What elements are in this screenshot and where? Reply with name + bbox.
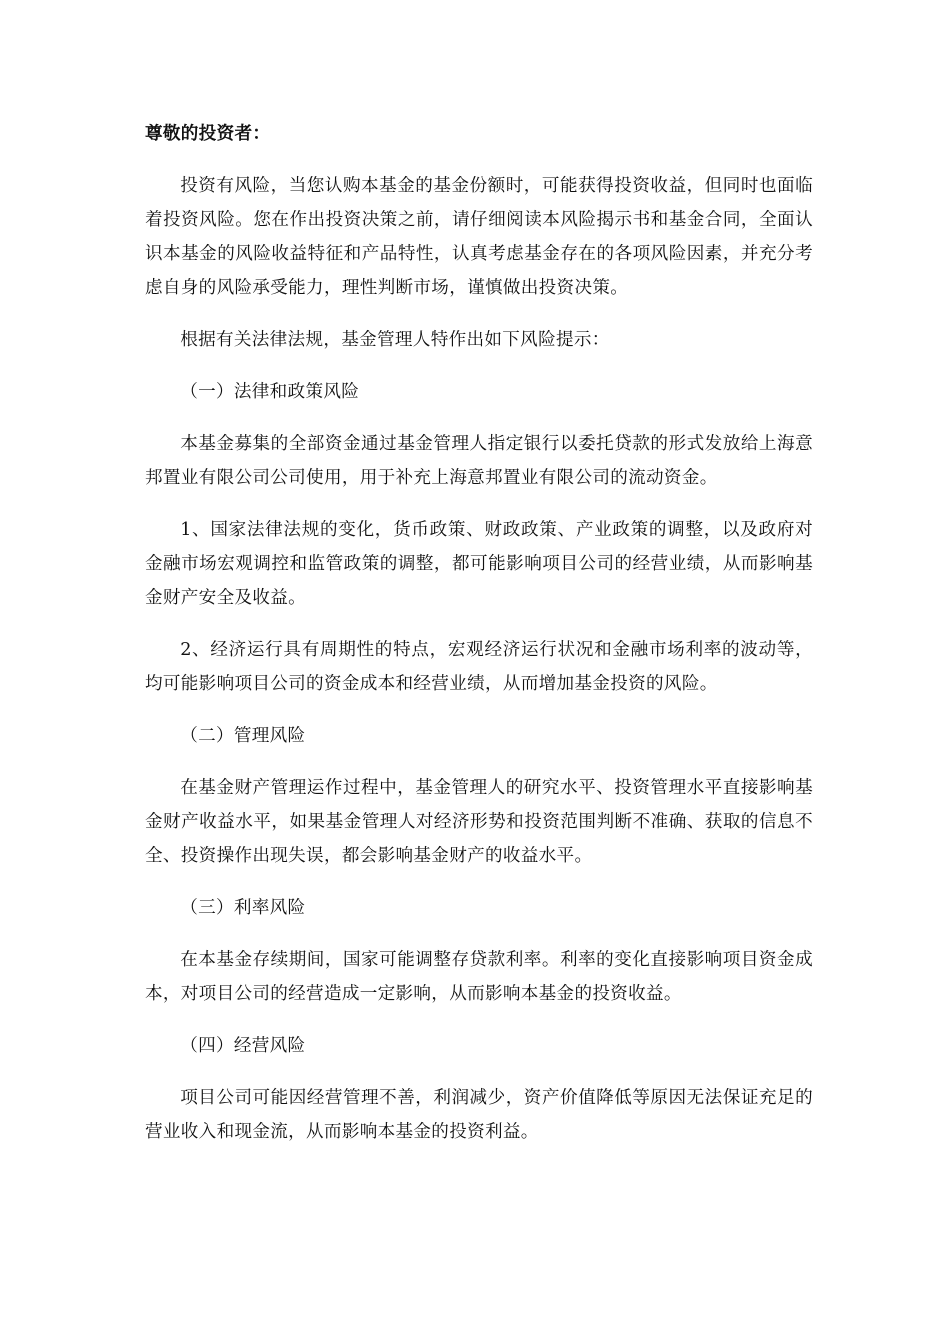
legal-policy-item-1: 1、国家法律法规的变化，货币政策、财政政策、产业政策的调整，以及政府对金融市场宏观调控和监管政策的调整，都可能影响项目公司的经营业绩，从而影响基金财产安全及收益。 [145,520,813,608]
legal-policy-item-2: 2、经济运行具有周期性的特点，宏观经济运行状况和金融市场利率的波动等，均可能影响项目公司的资金成本和经营业绩，从而增加基金投资的风险。 [145,640,813,694]
legal-policy-paragraph: 本基金募集的全部资金通过基金管理人指定银行以委托贷款的形式发放给上海意邦置业有限公司公司使用，用于补充上海意邦置业有限公司的流动资金。 [145,434,813,488]
salutation: 尊敬的投资者： [145,123,271,144]
section-heading-interest-rate-risk: （三）利率风险 [180,898,306,918]
section-heading-management-risk: （二）管理风险 [180,726,306,746]
operating-risk-paragraph: 项目公司可能因经营管理不善，利润减少，资产价值降低等原因无法保证充足的营业收入和现金流，从而影响本基金的投资利益。 [145,1088,813,1142]
management-risk-paragraph: 在基金财产管理运作过程中，基金管理人的研究水平、投资管理水平直接影响基金财产收益水平，如果基金管理人对经济形势和投资范围判断不准确、获取的信息不全、投资操作出现失误，都会影响基金财产的收益水平。 [145,778,813,866]
interest-rate-risk-paragraph: 在本基金存续期间，国家可能调整存贷款利率。利率的变化直接影响项目资金成本，对项目公司的经营造成一定影响，从而影响本基金的投资收益。 [145,950,813,1004]
risk-notice-lead: 根据有关法律法规，基金管理人特作出如下风险提示： [180,330,610,350]
section-heading-legal-policy-risk: （一）法律和政策风险 [180,382,360,402]
document-body [145,117,813,1167]
intro-paragraph: 投资有风险，当您认购本基金的基金份额时，可能获得投资收益，但同时也面临着投资风险。您在作出投资决策之前，请仔细阅读本风险揭示书和基金合同，全面认识本基金的风险收益特征和产品特性，认真考虑基金存在的各项风险因素，并充分考虑自身的风险承受能力，理性判断市场，谨慎做出投资决策。 [145,176,813,298]
section-heading-operating-risk: （四）经营风险 [180,1036,306,1056]
